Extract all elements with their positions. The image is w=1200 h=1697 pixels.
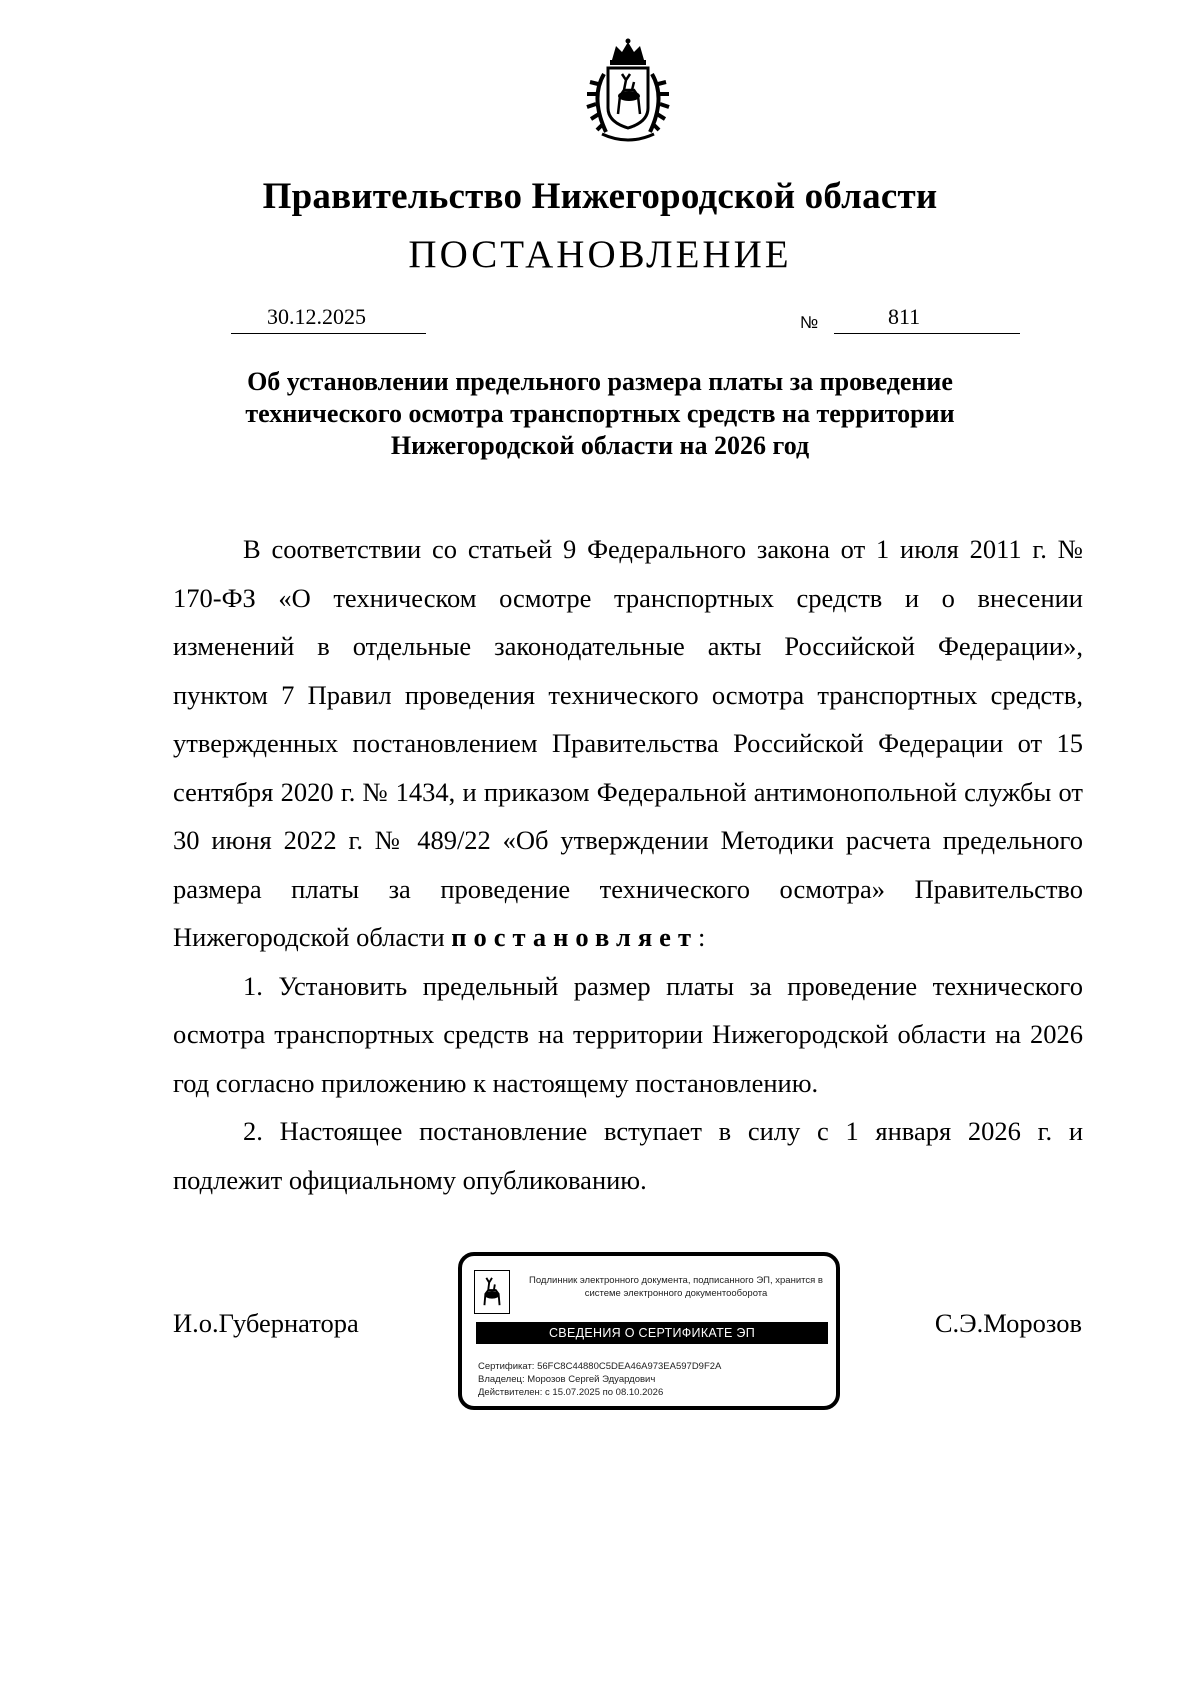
coat-of-arms-emblem — [572, 38, 684, 146]
electronic-signature-stamp — [458, 1252, 840, 1410]
preamble-paragraph — [173, 525, 1083, 962]
document-title: Об установлении предельного размера платы за проведение технического осмотра транспортных средств на территории Нижегородской области на 2026 год — [245, 367, 955, 460]
certificate-validity: Действителен: с 15.07.2025 по 08.10.2026 — [478, 1387, 664, 1398]
stamp-note: Подлинник электронного документа, подписанного ЭП, хранится в системе электронного документооборота — [529, 1275, 823, 1299]
certificate-info-bar: СВЕДЕНИЯ О СЕРТИФИКАТЕ ЭП — [476, 1322, 828, 1344]
document-body — [173, 525, 1083, 1204]
item-2-paragraph: 2. Настоящее постановление вступает в силу с 1 января 2026 г. и подлежит официальному опубликованию. — [173, 1116, 1083, 1195]
certificate-details — [478, 1360, 721, 1399]
certificate-owner: Владелец: Морозов Сергей Эдуардович — [478, 1374, 656, 1385]
deer-emblem-icon — [474, 1270, 510, 1314]
organization-name: Правительство Нижегородской области — [262, 176, 938, 217]
document-date: 30.12.2025 — [231, 304, 426, 334]
signatory-name: С.Э.Морозов — [934, 1308, 1082, 1338]
certificate-serial: Сертификат: 56FC8C44880C5DEA46A973EA597D9F2A — [478, 1361, 722, 1372]
preamble-text: В соответствии со статьей 9 Федерального закона от 1 июля 2011 г. № 170-ФЗ «О техническом осмотре транспортных средств и о внесении изменений в отдельные законодательные акты Российской Федерации», пунктом 7 Правил проведения технического осмотра транспортных средств, утвержденных постановлением Правительства Российской Федерации от 15 сентября 2020 г. № 1434, и приказом Федеральной антимонопольной службы от 30 июня 2022 г. № 489/22 «Об утверждении Методики расчета предельного размера платы за проведение технического осмотра» Правительство Нижегородской области — [173, 534, 1083, 952]
resolves-word: постановляет — [451, 922, 698, 952]
signatory-position: И.о.Губернатора — [173, 1308, 359, 1338]
document-number: 811 — [834, 304, 1020, 334]
item-1-paragraph: 1. Установить предельный размер платы за проведение технического осмотра транспортных средств на территории Нижегородской области на 2026 год согласно приложению к настоящему постановлению. — [173, 970, 1083, 1098]
number-sign: № — [800, 313, 819, 332]
document-type: ПОСТАНОВЛЕНИЕ — [408, 233, 792, 276]
resolves-colon: : — [697, 922, 706, 952]
